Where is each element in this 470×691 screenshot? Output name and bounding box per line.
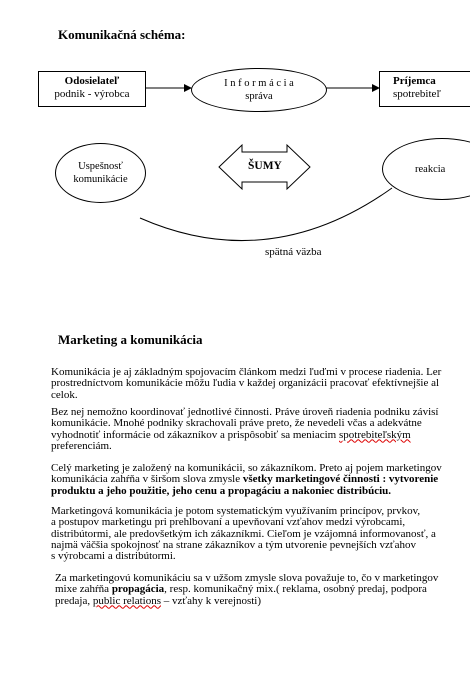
p1-line-1: Komunikácia je aj základným spojovacím článkom medzi ľuďmi v procese riadenia. Ler	[51, 366, 442, 378]
p3-line-1: Celý marketing je založený na komunikácii, so zákazníkom. Preto aj pojem marketingov	[51, 462, 442, 474]
paragraph-3	[51, 463, 470, 497]
p2-spellcheck-word: spotrebiteľským	[339, 428, 411, 441]
p4-line-3: distribútormi, ale predovšetkým ich zákazníkmi. Cieľom je vzájomná informovanosť, a	[51, 527, 436, 540]
p2-line-2: komunikácie. Mnohé podniky skrachovali práve preto, že nevedeli včas a adekvátne	[51, 417, 422, 430]
message-title: I n f o r m á c i a	[224, 78, 294, 89]
p1-line-2: prostredníctvom komunikácie môžu ľudia v každej organizácii pracovať efektívnejšie al	[51, 377, 440, 390]
reaction-label: reakcia	[415, 163, 446, 175]
p4-line-4: najmä väčšia spokojnosť na strane zákazníkov a tým utvorenie pevnejších vzťahov	[51, 538, 416, 551]
paragraph-2	[51, 407, 470, 452]
p5-line-3-rest: – vzťahy k verejnosti)	[161, 594, 262, 607]
p5-spellcheck-phrase: public relations	[92, 594, 161, 607]
success-line2: komunikácie	[73, 174, 128, 185]
receiver-subtitle: spotrebiteľ	[393, 88, 441, 100]
p2-line-3	[51, 430, 470, 441]
schema-title: Komunikačná schéma:	[58, 27, 186, 42]
message-ellipse	[191, 68, 327, 112]
p5-line-2-bold: propagácia	[111, 583, 165, 596]
paragraph-1	[51, 367, 470, 401]
noise-label: ŠUMY	[248, 160, 282, 172]
p3-line-2-text: komunikácia zahŕňa v širšom slova zmysle	[51, 473, 243, 486]
p5-line-3-text: predaja,	[55, 594, 93, 607]
p2-line-3-text: vyhodnotiť informácie od zákazníkov a prispôsobiť sa meniacim	[51, 428, 339, 441]
p5-line-1: Za marketingovú komunikáciu sa v užšom zmysle slova považuje to, čo v marketingov	[55, 572, 439, 584]
success-ellipse	[55, 143, 146, 203]
p4-line-2: a postupov marketingu pri prehlbovaní a upevňovaní vzťahov medzi výrobcami,	[51, 516, 406, 529]
p5-line-2-rest: , resp. komunikačný mix.( reklama, osobný predaj, podpora	[164, 583, 427, 596]
paragraph-5	[55, 573, 470, 607]
receiver-box	[379, 71, 470, 107]
p3-line-2-bold: všetky marketingové činnosti : vytvorenie	[242, 473, 439, 486]
feedback-label: spätná väzba	[265, 246, 322, 258]
message-subtitle: správa	[245, 91, 273, 102]
p5-line-3	[55, 596, 470, 607]
receiver-title: Príjemca	[393, 75, 436, 87]
p1-line-3: celok.	[51, 388, 78, 401]
p3-line-2	[51, 474, 470, 485]
article-title: Marketing a komunikácia	[58, 332, 203, 347]
p2-line-1: Bez nej nemožno koordinovať jednotlivé činnosti. Práve úroveň riadenia podniku závisí	[51, 406, 439, 418]
p5-line-2-text: mixe zahŕňa	[55, 583, 112, 596]
p3-line-3: produktu a jeho použitie, jeho cenu a propagáciu a nakoniec distribúciu.	[51, 484, 392, 497]
p2-line-4: preferenciám.	[51, 439, 112, 452]
sender-subtitle: podnik - výrobca	[54, 88, 130, 100]
p4-line-5: s výrobcami a distribútormi.	[51, 550, 176, 563]
success-line1: Uspešnosť	[78, 161, 123, 172]
sender-title: Odosielateľ	[64, 75, 120, 87]
paragraph-4	[51, 506, 470, 562]
sender-box	[38, 71, 146, 107]
p4-line-1: Marketingová komunikácia je potom systematickým využívaním princípov, prvkov,	[51, 505, 421, 517]
feedback-arc	[140, 188, 392, 241]
